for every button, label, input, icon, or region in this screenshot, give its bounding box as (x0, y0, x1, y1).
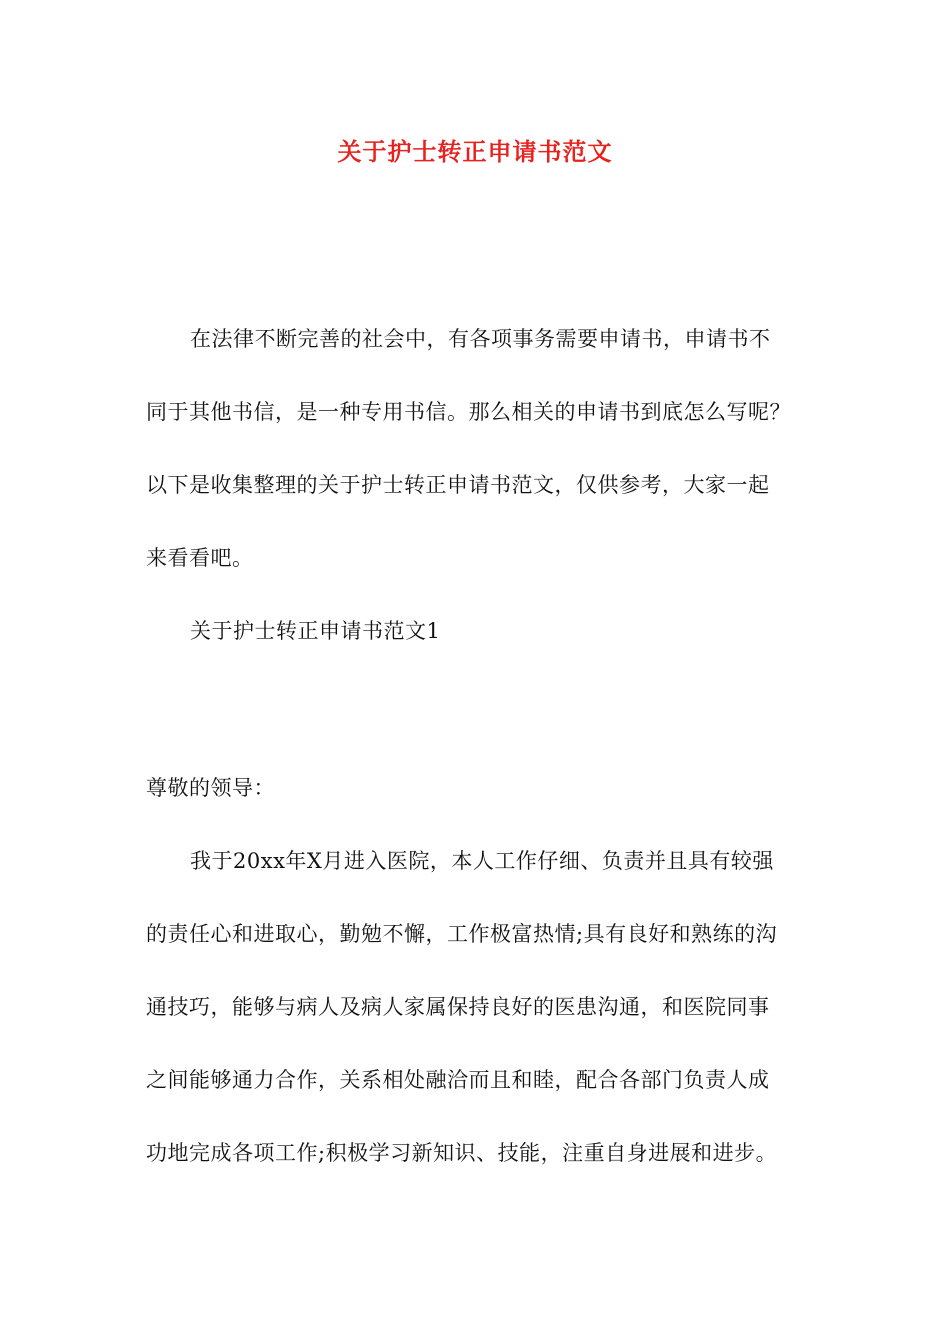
document-title: 关于护士转正申请书范文 (337, 137, 613, 166)
body-line: 功地完成各项工作;积极学习新知识、技能，注重自身进展和进步。 (146, 1141, 778, 1165)
body-line: 的责任心和进取心，勤勉不懈，工作极富热情;具有良好和熟练的沟 (146, 922, 778, 946)
letter-body (146, 752, 822, 1190)
body-line: 之间能够通力合作，关系相处融洽而且和睦，配合各部门负责人成 (146, 1068, 770, 1092)
section-heading: 关于护士转正申请书范文1 (190, 619, 441, 643)
intro-line: 同于其他书信，是一种专用书信。那么相关的申请书到底怎么写呢？ (146, 400, 791, 424)
body-line: 我于20xx年X月进入医院，本人工作仔细、负责并且具有较强 (190, 849, 774, 873)
intro-line: 以下是收集整理的关于护士转正申请书范文，仅供参考，大家一起 (146, 473, 770, 497)
intro-line: 来看看吧。 (146, 546, 254, 570)
intro-line: 在法律不断完善的社会中，有各项事务需要申请书，申请书不 (190, 327, 771, 351)
body-line: 通技巧，能够与病人及病人家属保持良好的医患沟通，和医院同事 (146, 995, 770, 1019)
salutation: 尊敬的领导： (146, 776, 275, 800)
intro-paragraph (146, 303, 822, 668)
